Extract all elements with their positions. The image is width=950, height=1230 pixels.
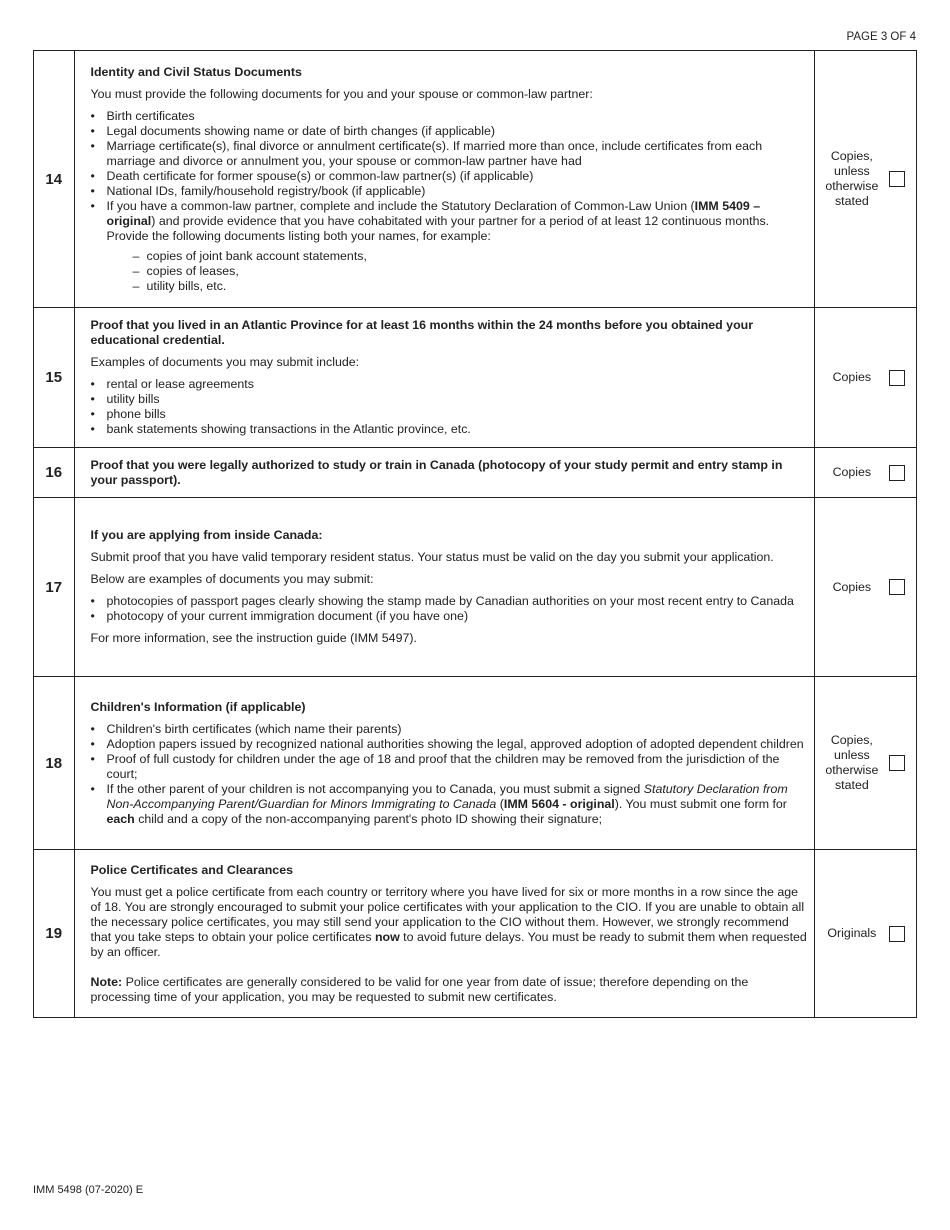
section-paragraph: For more information, see the instruction guide (IMM 5497). <box>90 631 417 645</box>
document-format: Copies <box>832 579 872 594</box>
section-title: Children's Information (if applicable) <box>90 699 306 714</box>
format-cell <box>814 51 916 308</box>
checklist-checkbox[interactable] <box>889 579 905 595</box>
table-row <box>34 498 917 677</box>
document-list <box>91 594 808 624</box>
table-row <box>34 677 917 850</box>
row-content <box>74 308 814 448</box>
note-paragraph <box>91 975 808 1005</box>
table-row <box>34 850 917 1018</box>
format-cell <box>814 850 916 1018</box>
document-list <box>91 109 808 294</box>
section-title: Police Certificates and Clearances <box>90 862 293 877</box>
section-intro: Examples of documents you may submit include: <box>90 355 360 369</box>
list-item: • photocopies of passport pages clearly showing the stamp made by Canadian authorities on your most recent entry to Canada <box>91 594 808 609</box>
form-reference: IMM 5604 - original <box>503 796 615 811</box>
table-row <box>34 448 917 498</box>
format-cell <box>814 498 916 677</box>
list-item: • Proof of full custody for children under the age of 18 and proof that the children may be removed from the jurisdiction of the court; <box>91 752 808 782</box>
section-title: If you are applying from inside Canada: <box>90 528 323 542</box>
list-item: • photocopy of your current immigration document (if you have one) <box>91 609 808 624</box>
table-row <box>34 51 917 308</box>
section-title: Proof that you lived in an Atlantic Province for at least 16 months within the 24 months before you obtained your educational credential. <box>90 318 754 347</box>
section-title: Proof that you were legally authorized to study or train in Canada (photocopy of your study permit and entry stamp in your passport). <box>90 457 783 487</box>
form-reference: IMM 5409 – original <box>106 198 761 228</box>
list-item: • Marriage certificate(s), final divorce or annulment certificate(s). If married more than once, include certificates from each marriage and divorce or annulment you, your spouse or common-law partner have had <box>91 139 808 169</box>
emphasis: each <box>106 811 135 826</box>
list-item: • rental or lease agreements <box>91 377 808 392</box>
list-item: – copies of joint bank account statements, <box>133 249 808 264</box>
non-accompanying-text: If the other parent of your children is not accompanying you to Canada, you must submit a signed <box>106 781 644 796</box>
row-number: 14 <box>34 51 75 308</box>
common-law-text-cont: ) and provide evidence that you have cohabitated with your partner for a period of at least 12 continuous months. Provide the following documents listing both your names, for example: <box>106 213 770 243</box>
list-item: – utility bills, etc. <box>133 279 808 294</box>
section-paragraph <box>91 885 808 960</box>
document-format: Originals <box>827 926 877 940</box>
list-item: • National IDs, family/household registry/book (if applicable) <box>91 184 808 199</box>
document-format: Copies <box>832 370 872 384</box>
row-number: 19 <box>34 850 75 1018</box>
list-item: – copies of leases, <box>133 264 808 279</box>
document-format: Copies, unless otherwise stated <box>825 149 879 208</box>
common-law-text: If you have a common-law partner, complete and include the Statutory Declaration of Common-Law Union ( <box>106 198 695 213</box>
row-content <box>74 677 814 850</box>
format-cell <box>814 448 916 498</box>
list-item: • bank statements showing transactions in the Atlantic province, etc. <box>91 422 808 437</box>
checklist-checkbox[interactable] <box>889 755 905 771</box>
document-format: Copies, unless otherwise stated <box>825 733 879 792</box>
row-content <box>74 448 814 498</box>
checklist-checkbox[interactable] <box>889 926 905 942</box>
list-item: • Children's birth certificates (which name their parents) <box>91 722 808 737</box>
checklist-checkbox[interactable] <box>889 370 905 386</box>
form-title: Statutory Declaration from Non-Accompanying Parent/Guardian for Minors Immigrating to Canada <box>106 781 788 811</box>
document-list <box>91 377 808 437</box>
list-item: • Legal documents showing name or date of birth changes (if applicable) <box>91 124 808 139</box>
row-number: 16 <box>34 448 75 498</box>
list-item: • phone bills <box>91 407 808 422</box>
checklist-checkbox[interactable] <box>889 465 905 481</box>
non-accompanying-text: child and a copy of the non-accompanying parent's photo ID showing their signature; <box>134 811 603 826</box>
format-cell <box>814 308 916 448</box>
row-content <box>74 51 814 308</box>
row-number: 15 <box>34 308 75 448</box>
form-code: IMM 5498 (07-2020) E <box>33 1184 144 1196</box>
list-item: • Birth certificates <box>91 109 808 124</box>
row-content <box>74 498 814 677</box>
list-item <box>91 199 808 294</box>
non-accompanying-text: ( <box>496 796 504 811</box>
note-text: Police certificates are generally considered to be valid for one year from date of issue; therefore depending on the processing time of your application, you may be requested to submit new certificates. <box>90 974 749 1004</box>
table-row <box>34 308 917 448</box>
list-item: • utility bills <box>91 392 808 407</box>
format-cell <box>814 677 916 850</box>
section-paragraph: Submit proof that you have valid temporary resident status. Your status must be valid on the day you submit your application. <box>90 550 774 564</box>
non-accompanying-text: ). You must submit one form for <box>614 796 787 811</box>
document-list <box>91 722 808 827</box>
section-title: Identity and Civil Status Documents <box>90 64 302 79</box>
emphasis: now <box>374 929 400 944</box>
note-label: Note: <box>90 974 123 989</box>
list-item: • Death certificate for former spouse(s) or common-law partner(s) (if applicable) <box>91 169 808 184</box>
row-number: 18 <box>34 677 75 850</box>
police-text: to avoid future delays. You must be ready to submit them when requested by an officer. <box>90 929 807 959</box>
row-content <box>74 850 814 1018</box>
list-item <box>91 782 808 827</box>
police-text: You must get a police certificate from each country or territory where you have lived for six or more months in a row since the age of 18. You are strongly encouraged to submit your police certificates with your application to the CIO. If you are unable to obtain all the necessary police certificates, you may still send your application to the CIO without them. However, we strongly recommend that you take steps to obtain your police certificates <box>90 884 805 944</box>
checklist-checkbox[interactable] <box>889 171 905 187</box>
section-intro: You must provide the following documents for you and your spouse or common-law partner: <box>90 86 593 101</box>
document-checklist-table <box>33 50 917 1018</box>
example-list <box>107 249 808 294</box>
page-number: PAGE 3 OF 4 <box>846 31 916 43</box>
row-number: 17 <box>34 498 75 677</box>
section-paragraph: Below are examples of documents you may submit: <box>90 572 374 586</box>
document-format: Copies <box>832 465 872 479</box>
list-item: • Adoption papers issued by recognized national authorities showing the legal, approved adoption of adopted dependent children <box>91 737 808 752</box>
